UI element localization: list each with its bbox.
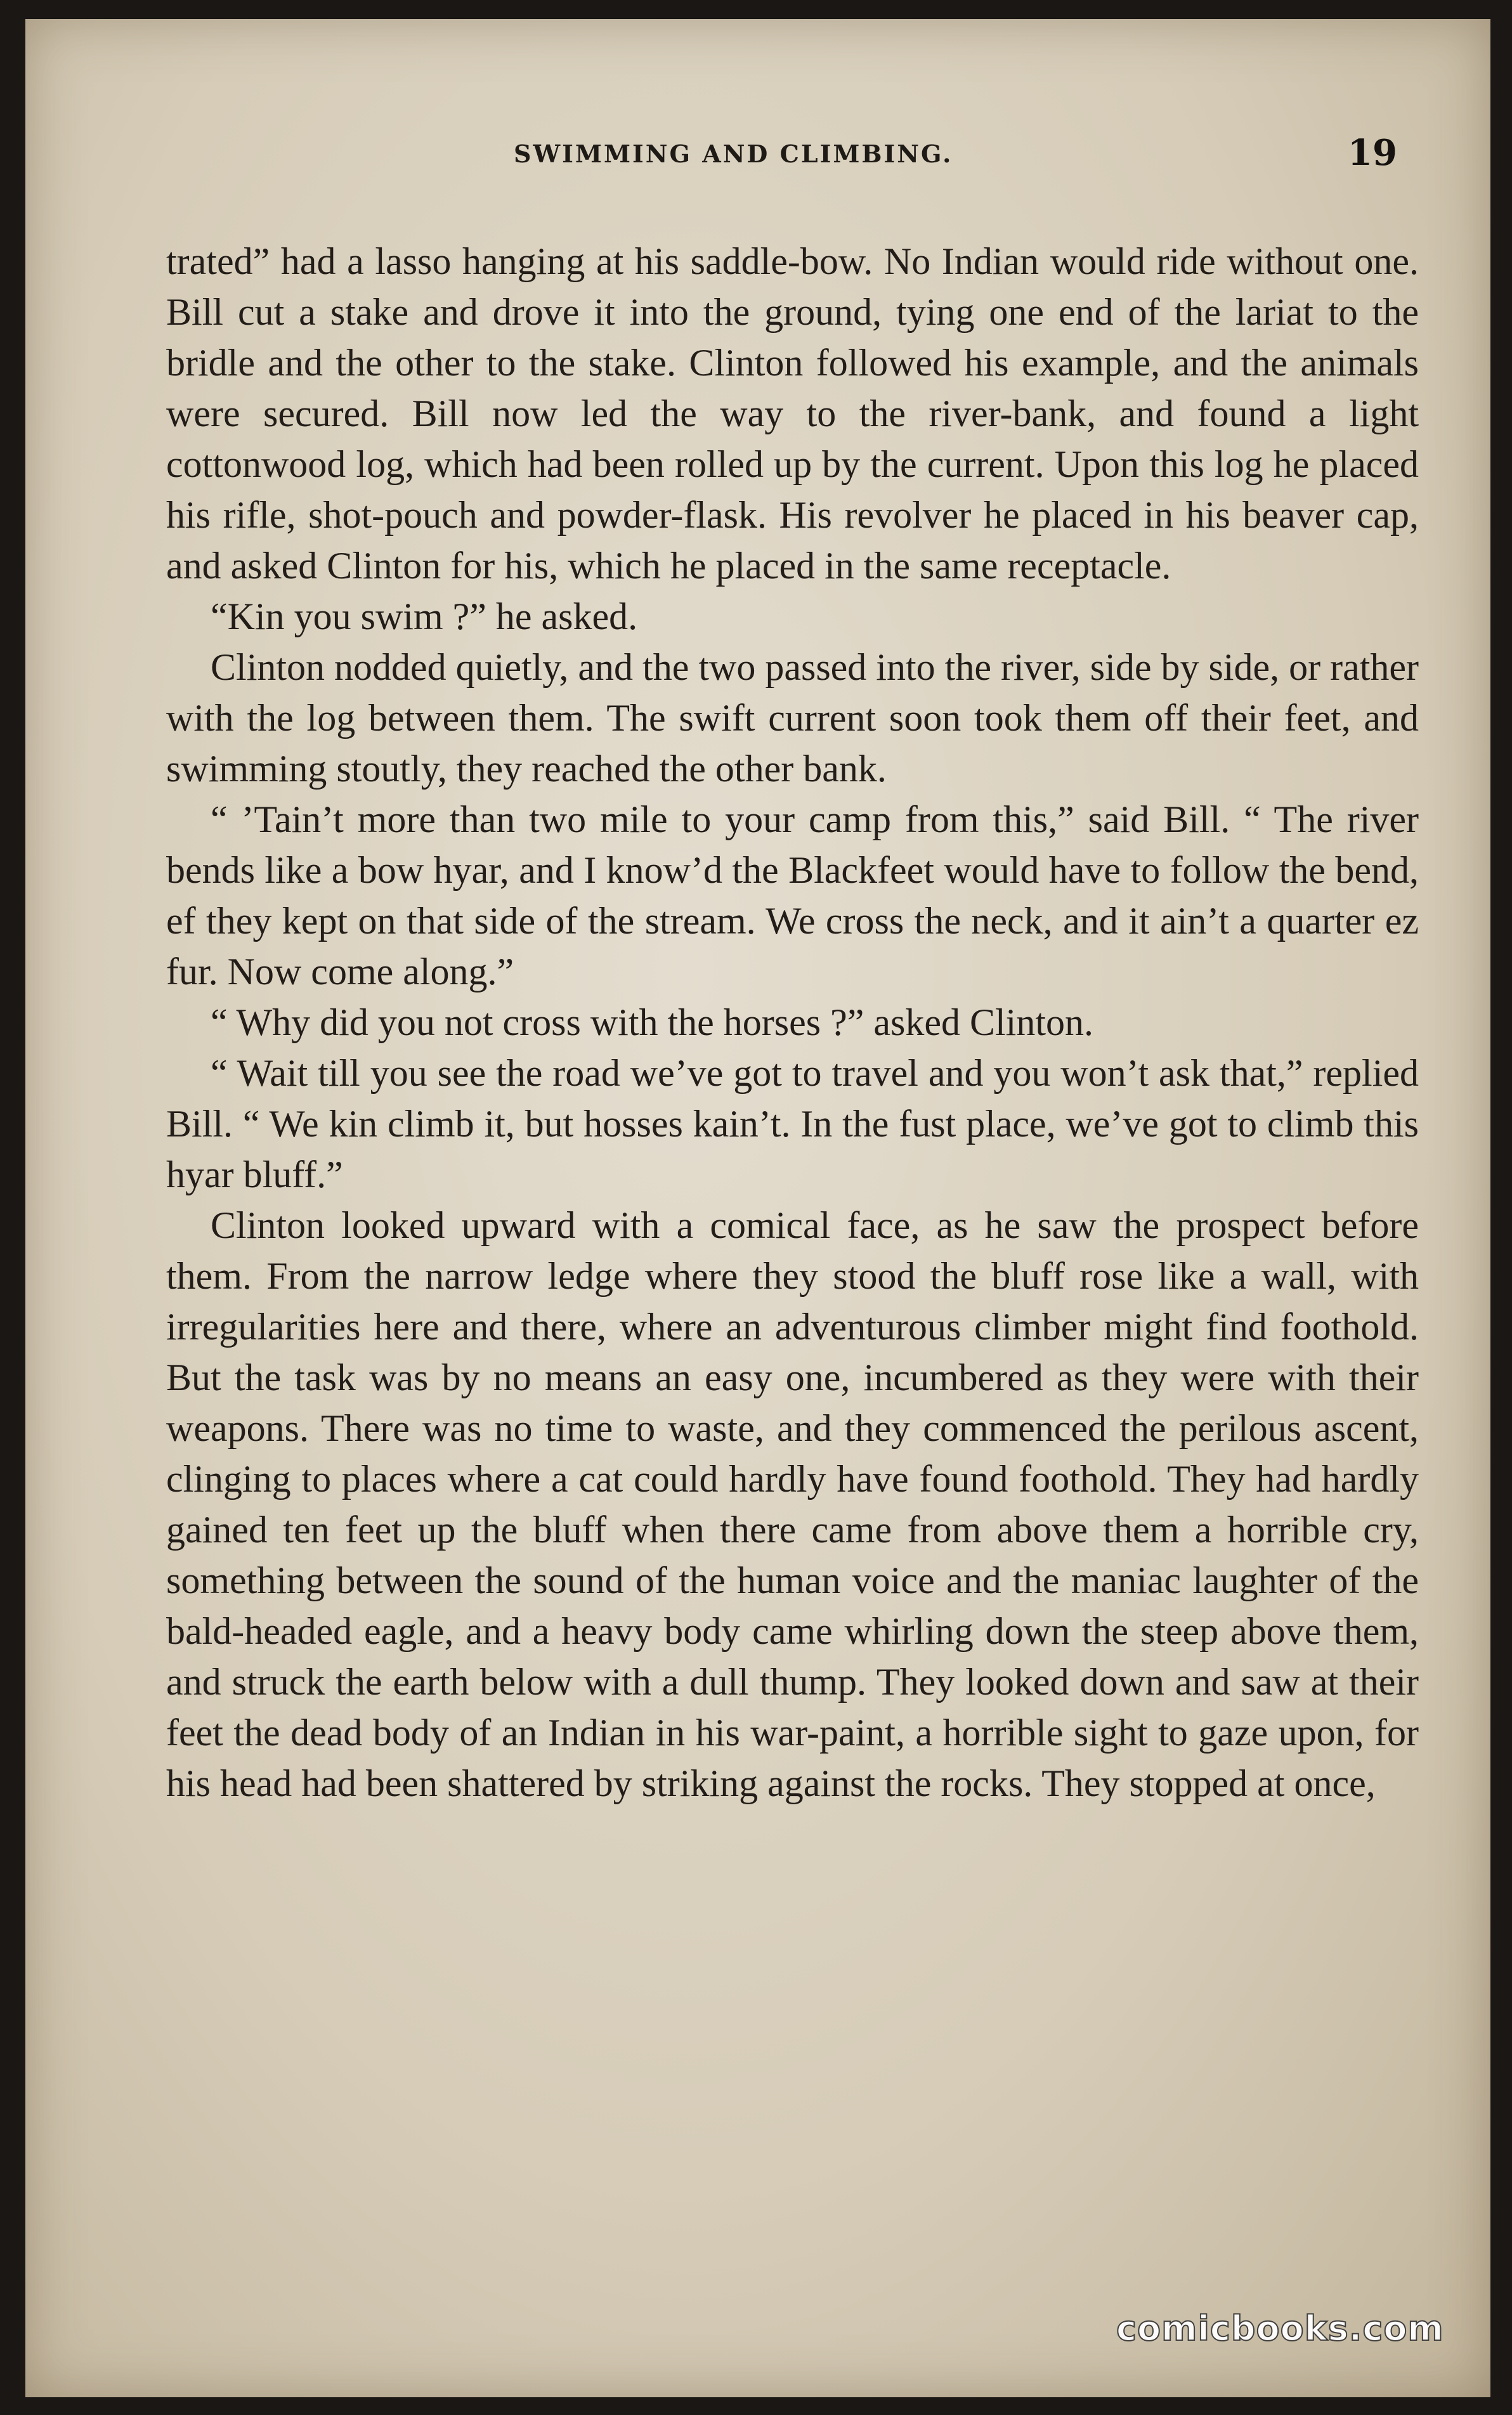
paragraph: trated” had a lasso hanging at his saddle-bow. No Indian would ride without one. Bill cut a stake and drove it into the ground, tying one end of the lariat to the bridle and the other to the stake. Clinton followed his example, and the animals were secured. Bill now led the way to the river-bank, and found a light cottonwood log, which had been rolled up by the current. Upon this log he placed his rifle, shot-pouch and powder-flask. His revolver he placed in his beaver cap, and asked Clinton for his, which he placed in the same receptacle.	[166, 240, 1419, 587]
page-header	[25, 132, 1490, 190]
paragraph: “ ’Tain’t more than two mile to your camp from this,” said Bill. “ The river bends like a bow hyar, and I know’d the Blackfeet would have to follow the bend, ef they kept on that side of the stream. We cross the neck, and it ain’t a quarter ez fur. Now come along.”	[166, 798, 1419, 993]
page-number: 19	[1348, 132, 1397, 174]
paragraph: “ Why did you not cross with the horses ?” asked Clinton.	[211, 1001, 1094, 1043]
running-title: SWIMMING AND CLIMBING.	[514, 140, 953, 168]
paragraph: “Kin you swim ?” he asked.	[211, 596, 638, 637]
paragraph: “ Wait till you see the road we’ve got to travel and you won’t ask that,” replied Bill. “ We kin climb it, but hosses kain’t. In the fust place, we’ve got to climb this hyar bluff.”	[166, 1052, 1419, 1195]
body-text	[166, 236, 1419, 1809]
book-page	[25, 19, 1490, 2397]
paragraph: Clinton nodded quietly, and the two passed into the river, side by side, or rather with the log between them. The swift current soon took them off their feet, and swimming stoutly, they reached the other bank.	[166, 646, 1419, 790]
watermark: comicbooks.com	[1116, 2308, 1444, 2348]
paragraph: Clinton looked upward with a comical face, as he saw the prospect before them. From the narrow ledge where they stood the bluff rose like a wall, with irregularities here and there, where an adventurous climber might find foothold. But the task was by no means an easy one, incumbered as they were with their weapons. There was no time to waste, and they commenced the perilous ascent, clinging to places where a cat could hardly have found foothold. They had hardly gained ten feet up the bluff when there came from above them a horrible cry, something between the sound of the human voice and the maniac laughter of the bald-headed eagle, and a heavy body came whirling down the steep above them, and struck the earth below with a dull thump. They looked down and saw at their feet the dead body of an Indian in his war-paint, a horrible sight to gaze upon, for his head had been shattered by striking against the rocks. They stopped at once,	[166, 1204, 1419, 1804]
